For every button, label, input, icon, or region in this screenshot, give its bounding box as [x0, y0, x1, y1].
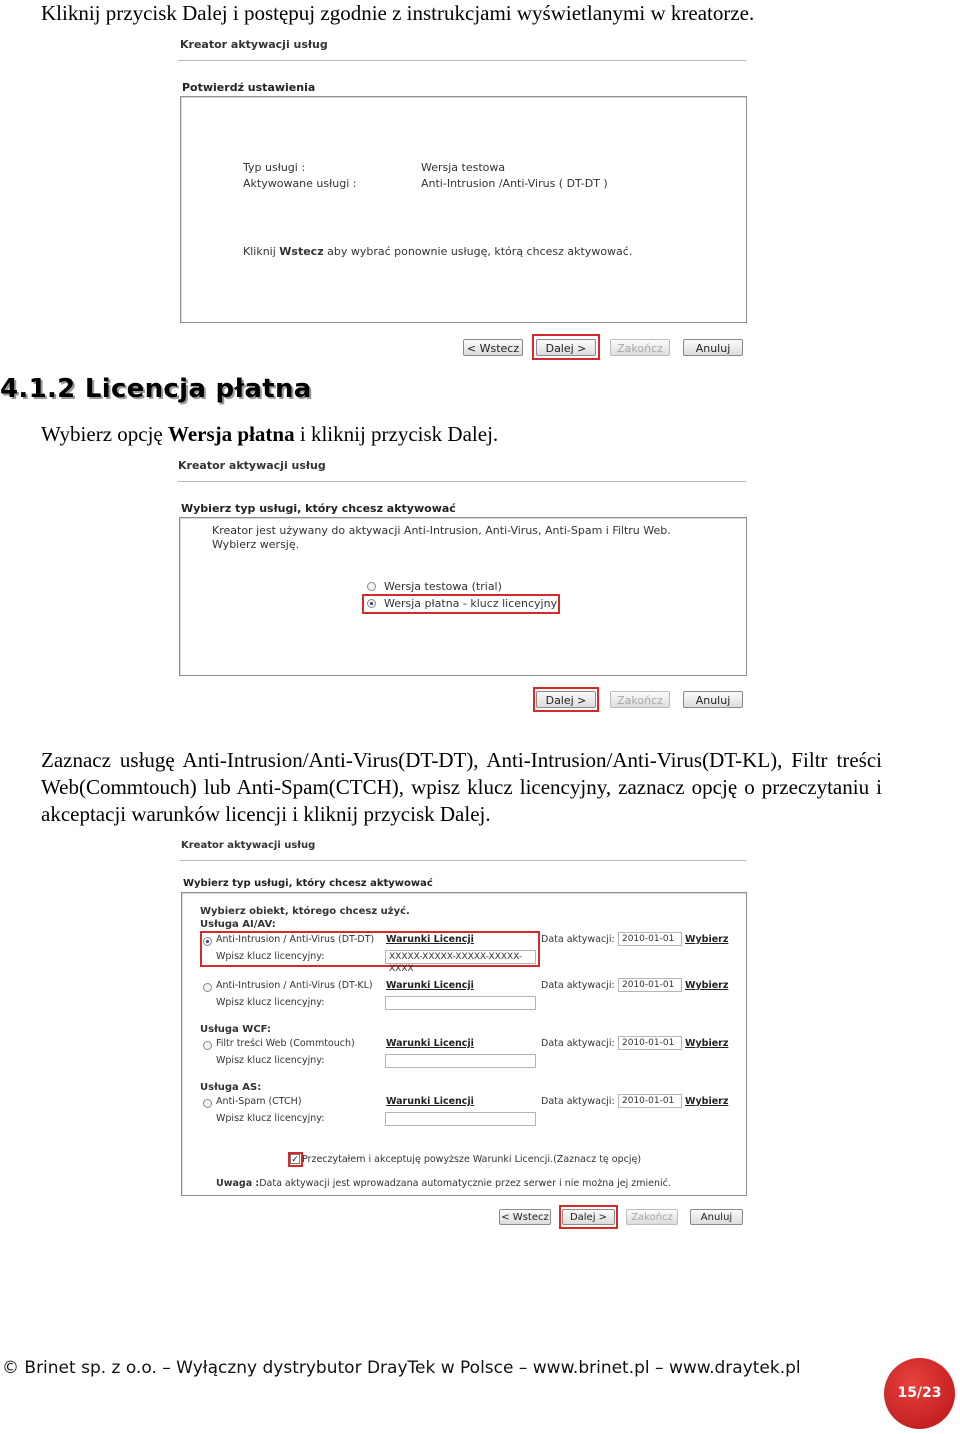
confirm-panel — [180, 96, 747, 323]
cancel-button[interactable]: Anuluj — [683, 691, 743, 708]
footer-text: © Brinet sp. z o.o. – Wyłączny dystrybutor DrayTek w Polsce – www.brinet.pl – www.draytek.pl — [2, 1358, 801, 1378]
service-name: Anti-Intrusion / Anti-Virus (DT-KL) — [216, 980, 373, 991]
choose-link[interactable]: Wybierz — [685, 1038, 729, 1049]
license-key-input[interactable] — [385, 1054, 536, 1068]
accept-label: Przeczytałem i akceptuję powyższe Warunki Licencji.(Zaznacz tę opcję) — [302, 1154, 642, 1165]
finish-button[interactable]: Zakończ — [610, 691, 670, 708]
activated-services-value: Anti-Intrusion /Anti-Virus ( DT-DT ) — [421, 177, 608, 190]
service-name: Filtr treści Web (Commtouch) — [216, 1038, 355, 1049]
paid-option-label: Wersja płatna - klucz licencyjny — [384, 597, 558, 610]
back-note-prefix: Kliknij — [243, 245, 280, 258]
paragraph-select-service: Zaznacz usługę Anti-Intrusion/Anti-Virus(DT-DT), Anti-Intrusion/Anti-Virus(DT-KL), Filtr treści Web(Commtouch) lub Anti-Spam(CTCH), wpisz klucz licencyjny, zaznacz opcję o przeczytaniu i akceptacji warunków licencji i kliknij przycisk Dalej. — [41, 748, 882, 826]
license-key-input[interactable] — [385, 1112, 536, 1126]
paid-radio[interactable] — [367, 599, 376, 608]
choose-link[interactable]: Wybierz — [685, 980, 729, 991]
back-note — [243, 245, 632, 258]
activated-services-label: Aktywowane usługi : — [243, 177, 357, 190]
paragraph-suffix: i kliknij przycisk Dalej. — [294, 422, 499, 446]
license-key-input[interactable] — [385, 996, 536, 1010]
wizard-title: Kreator aktywacji usług — [178, 459, 326, 472]
terms-link[interactable]: Warunki Licencji — [386, 1096, 474, 1107]
terms-link[interactable]: Warunki Licencji — [386, 934, 474, 945]
group-as-label: Usługa AS: — [200, 1082, 262, 1093]
key-label: Wpisz klucz licencyjny: — [216, 1055, 325, 1066]
description-line-2: Wybierz wersję. — [212, 538, 300, 551]
cancel-button[interactable]: Anuluj — [683, 339, 743, 356]
key-label: Wpisz klucz licencyjny: — [216, 997, 325, 1008]
section-title: Wybierz typ usługi, który chcesz aktywować — [181, 502, 456, 515]
license-key-input[interactable]: XXXXX-XXXXX-XXXXX-XXXXX-XXXX — [385, 950, 536, 964]
key-label: Wpisz klucz licencyjny: — [216, 951, 325, 962]
finish-button[interactable]: Zakończ — [610, 339, 670, 356]
note-bold: Uwaga : — [216, 1178, 260, 1189]
activation-date-field: 2010-01-01 — [618, 1094, 682, 1108]
paragraph-prefix: Wybierz opcję — [41, 422, 169, 446]
wizard-title: Kreator aktywacji usług — [181, 840, 316, 851]
divider — [178, 60, 746, 61]
next-button[interactable]: Dalej > — [536, 339, 596, 356]
service-type-value: Wersja testowa — [421, 161, 506, 174]
service-name: Anti-Spam (CTCH) — [216, 1096, 302, 1107]
group-aiav-label: Usługa AI/AV: — [200, 919, 276, 930]
service-radio-dt-dt[interactable] — [203, 937, 212, 946]
section-title: Wybierz typ usługi, który chcesz aktywować — [183, 878, 433, 889]
paragraph-bold: Wersja płatna — [168, 422, 295, 446]
description-line-1: Kreator jest używany do aktywacji Anti-Intrusion, Anti-Virus, Anti-Spam i Filtru Web. — [212, 524, 671, 537]
activation-date-label: Data aktywacji: — [541, 934, 615, 945]
activation-date-field: 2010-01-01 — [618, 978, 682, 992]
choose-link[interactable]: Wybierz — [685, 1096, 729, 1107]
divider — [178, 481, 746, 482]
trial-option-label: Wersja testowa (trial) — [384, 580, 502, 593]
note — [216, 1178, 671, 1189]
wizard-title: Kreator aktywacji usług — [180, 38, 328, 51]
next-button[interactable]: Dalej > — [536, 691, 596, 708]
choose-link[interactable]: Wybierz — [685, 934, 729, 945]
back-note-suffix: aby wybrać ponownie usługę, którą chcesz aktywować. — [323, 245, 633, 258]
note-text: Data aktywacji jest wprowadzana automatycznie przez serwer i nie można jej zmienić. — [259, 1178, 671, 1189]
group-wcf-label: Usługa WCF: — [200, 1024, 271, 1035]
back-note-bold: Wstecz — [279, 245, 324, 258]
section-heading: 4.1.2 Licencja płatna — [0, 374, 312, 404]
trial-radio[interactable] — [367, 582, 376, 591]
terms-link[interactable]: Warunki Licencji — [386, 1038, 474, 1049]
back-button[interactable]: < Wstecz — [499, 1209, 551, 1225]
finish-button[interactable]: Zakończ — [626, 1209, 678, 1225]
paragraph-select-paid — [41, 421, 498, 448]
service-name: Anti-Intrusion / Anti-Virus (DT-DT) — [216, 934, 375, 945]
divider — [180, 860, 746, 861]
service-radio-as[interactable] — [203, 1099, 212, 1108]
terms-link[interactable]: Warunki Licencji — [386, 980, 474, 991]
page-number-badge: 15/23 — [884, 1358, 955, 1429]
next-button[interactable]: Dalej > — [562, 1209, 615, 1225]
section-title: Potwierdź ustawienia — [182, 81, 316, 94]
activation-date-field: 2010-01-01 — [618, 932, 682, 946]
key-label: Wpisz klucz licencyjny: — [216, 1113, 325, 1124]
activation-date-label: Data aktywacji: — [541, 980, 615, 991]
accept-checkbox[interactable]: ✓ — [291, 1154, 299, 1164]
back-button[interactable]: < Wstecz — [463, 339, 523, 356]
service-type-label: Typ usługi : — [243, 161, 306, 174]
activation-date-field: 2010-01-01 — [618, 1036, 682, 1050]
service-radio-wcf[interactable] — [203, 1041, 212, 1050]
intro-paragraph: Kliknij przycisk Dalej i postępuj zgodnie z instrukcjami wyświetlanymi w kreatorze. — [41, 1, 755, 25]
service-radio-dt-kl[interactable] — [203, 983, 212, 992]
activation-date-label: Data aktywacji: — [541, 1038, 615, 1049]
choose-object-label: Wybierz obiekt, którego chcesz użyć. — [200, 906, 410, 917]
cancel-button[interactable]: Anuluj — [690, 1209, 743, 1225]
activation-date-label: Data aktywacji: — [541, 1096, 615, 1107]
